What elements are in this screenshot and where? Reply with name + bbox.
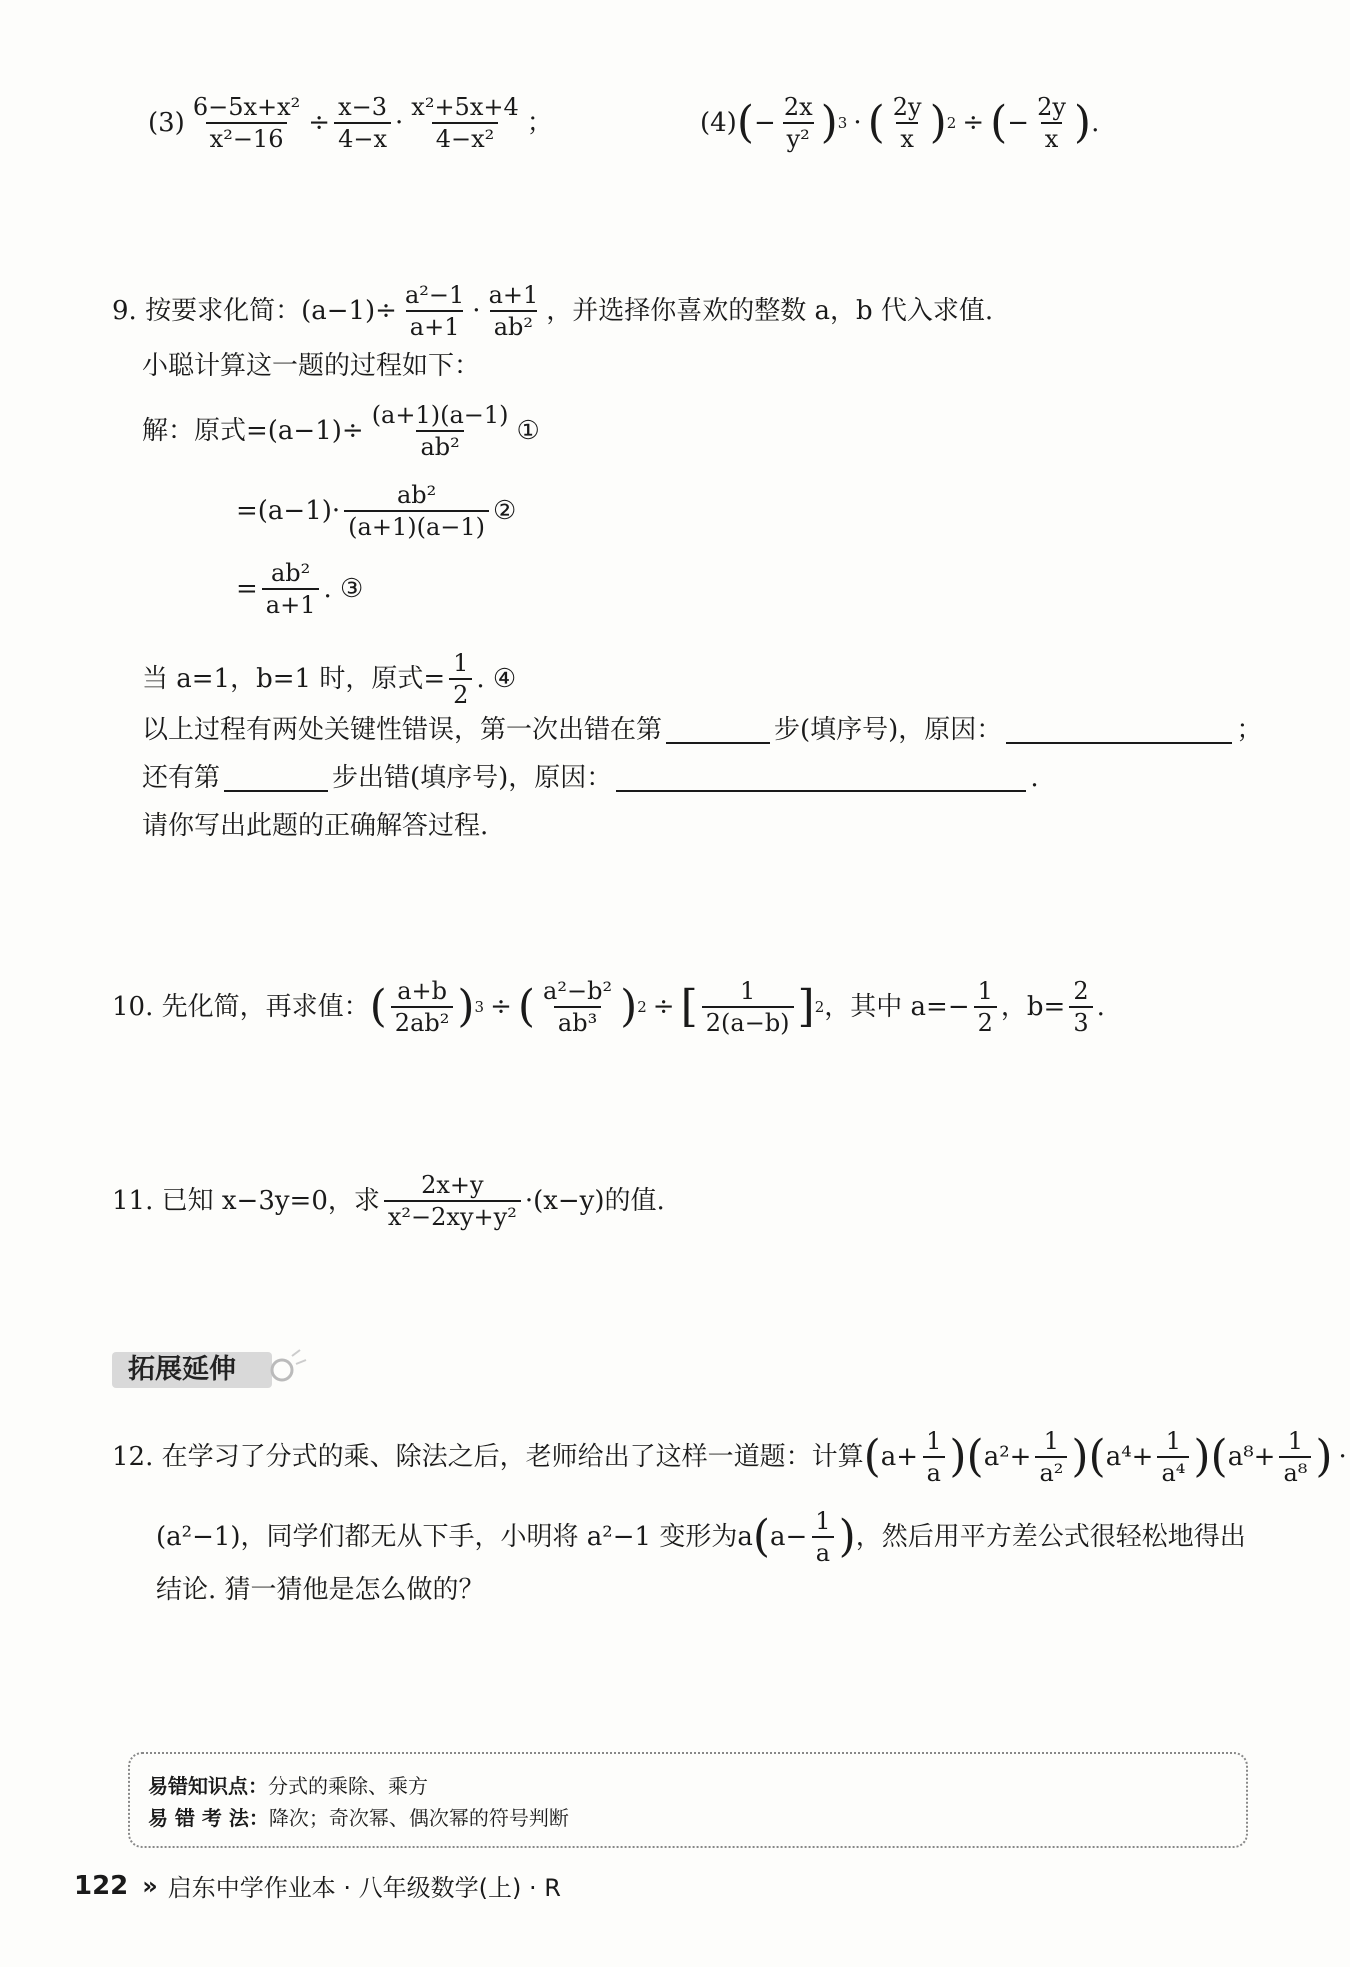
fraction: $\frac{1}{2(a-b)}$ xyxy=(702,976,794,1038)
fraction: $\frac{2}{3}$ xyxy=(1069,976,1092,1038)
problem-10-statement: 10. 先化简，再求值： ( $\frac{a+b}{\text{2ab²}}$ ) 3 ÷ ( $\frac{\text{a²−b²}}{\text{ab³}}$ ) 2 ÷ [ $\frac{1}{2(a-b)}$ ] 2 ，其中 a=− $\frac{1}{2}$ ，b= $\frac{2}{3}$ . xyxy=(112,977,1105,1037)
fraction: $\frac{\text{6−5x+x²}}{\text{x²−16}}$ xyxy=(192,93,301,153)
answer-blank[interactable] xyxy=(1006,716,1232,744)
solution-step-2: =(a−1)· $\frac{\text{ab²}}{(a+1)(a-1)}$ ② xyxy=(236,481,517,541)
question-line-1: 以上过程有两处关键性错误，第一次出错在第 步(填序号)，原因： ； xyxy=(142,715,1263,745)
problem-9-intro: 小聪计算这一题的过程如下： xyxy=(142,351,481,381)
fraction: $\frac{\text{x²+5x+4}}{\text{4−x²}}$ xyxy=(411,93,519,153)
page-number: 122 xyxy=(74,1870,129,1901)
fraction: $\frac{1}{\text{a²}}$ xyxy=(1035,1426,1067,1488)
step-marker: . ③ xyxy=(323,574,364,604)
part-label: (4) xyxy=(700,108,737,138)
solution-step-4: 当 a=1，b=1 时，原式= $\frac{1}{2}$ . ④ xyxy=(142,649,517,709)
fraction: $\frac{\text{ab²}}{(a+1)(a-1)}$ xyxy=(344,480,489,542)
step-marker: ② xyxy=(493,496,517,526)
fraction: $\frac{\text{a²−1}}{a+1}$ xyxy=(404,281,465,341)
problem-9-statement: 9. 按要求化简：(a−1)÷ $\frac{\text{a²−1}}{a+1}$ · $\frac{a+1}{\text{ab²}}$ ，并选择你喜欢的整数 a，b 代入求值. xyxy=(112,281,994,341)
fraction: $\frac{(a+1)(a-1)}{\text{ab²}}$ xyxy=(371,401,509,461)
fraction: $\frac{2y}{x}$ xyxy=(892,93,922,153)
tips-box xyxy=(128,1752,1248,1848)
section-tag xyxy=(112,1348,312,1392)
question-line-2: 还有第 步出错(填序号)，原因： . xyxy=(142,763,1039,793)
page-footer xyxy=(74,1868,561,1903)
tip-method: 易 错 考 法：降次；奇次幂、偶次幂的符号判断 xyxy=(148,1806,569,1830)
question-line-3: 请你写出此题的正确解答过程. xyxy=(142,811,489,841)
problem-12-line-1: 12. 在学习了分式的乘、除法之后，老师给出了这样一道题：计算 ( a+ $\frac{1}{a}$ ) ( a²+ $\frac{1}{\text{a²}}$ ) ( a⁴+ $\frac{1}{\text{a⁴}}$ ) ( a⁸+ $\frac{1}{\text{a⁸}}$ ) · xyxy=(112,1427,1347,1487)
fraction: $\frac{2x}{\text{y²}}$ xyxy=(783,93,813,153)
answer-blank[interactable] xyxy=(224,764,328,792)
fraction: $\frac{\text{a²−b²}}{\text{ab³}}$ xyxy=(543,977,613,1037)
fraction: $\frac{1}{a}$ xyxy=(811,1506,834,1568)
answer-blank[interactable] xyxy=(666,716,770,744)
fraction: $\frac{a+1}{\text{ab²}}$ xyxy=(488,281,539,341)
double-chevron-icon: » xyxy=(142,1871,158,1900)
fraction: $\frac{1}{\text{a⁴}}$ xyxy=(1157,1426,1189,1488)
answer-blank[interactable] xyxy=(616,764,1026,792)
fraction: $\frac{2y}{x}$ xyxy=(1037,93,1066,153)
solution-step-1: 解：原式=(a−1)÷ $\frac{(a+1)(a-1)}{\text{ab²}}$ ① xyxy=(142,401,540,461)
fraction: $\frac{a+b}{\text{2ab²}}$ xyxy=(391,976,454,1038)
step-marker: . ④ xyxy=(476,664,517,694)
solution-step-3: = $\frac{\text{ab²}}{a+1}$ . ③ xyxy=(236,559,364,619)
fraction: $\frac{2x+y}{\text{x²−2xy+y²}}$ xyxy=(384,1170,521,1232)
fraction: $\frac{1}{\text{a⁸}}$ xyxy=(1279,1426,1311,1488)
divide-sign: ÷ xyxy=(308,108,331,138)
fraction: $\frac{x-3}{4-x}$ xyxy=(334,92,391,154)
book-title: 启东中学作业本 · 八年级数学(上) · R xyxy=(167,1874,561,1902)
problem-8-part-3: (3) $\frac{\text{6−5x+x²}}{\text{x²−16}}$ ÷ $\frac{x-3}{4-x}$ · $\frac{\text{x²+5x+4}}{\text{4−x²}}$ ； xyxy=(148,93,553,153)
fraction: $\frac{\text{ab²}}{a+1}$ xyxy=(262,558,320,620)
fraction: $\frac{1}{2}$ xyxy=(974,976,997,1038)
fraction: $\frac{1}{2}$ xyxy=(449,648,472,710)
problem-8-part-4: (4) ( − $\frac{2x}{\text{y²}}$ ) 3 · ( $\frac{2y}{x}$ ) 2 ÷ ( − $\frac{2y}{x}$ ) . xyxy=(700,93,1100,153)
problem-12-line-3: 结论. 猜一猜他是怎么做的？ xyxy=(156,1575,485,1605)
fraction: $\frac{1}{a}$ xyxy=(922,1426,945,1488)
problem-12-line-2: (a²−1)，同学们都无从下手，小明将 a²−1 变形为a ( a− $\frac{1}{a}$ ) ，然后用平方差公式很轻松地得出 xyxy=(156,1507,1246,1567)
part-label: (3) xyxy=(148,108,185,138)
multiply-dot: · xyxy=(395,108,404,138)
tip-knowledge: 易错知识点：分式的乘除、乘方 xyxy=(148,1774,428,1798)
section-title: 拓展延伸 xyxy=(128,1354,236,1385)
step-marker: ① xyxy=(516,416,540,446)
problem-11-statement: 11. 已知 x−3y=0，求 $\frac{2x+y}{\text{x²−2xy+y²}}$ ·(x−y)的值. xyxy=(112,1171,665,1231)
